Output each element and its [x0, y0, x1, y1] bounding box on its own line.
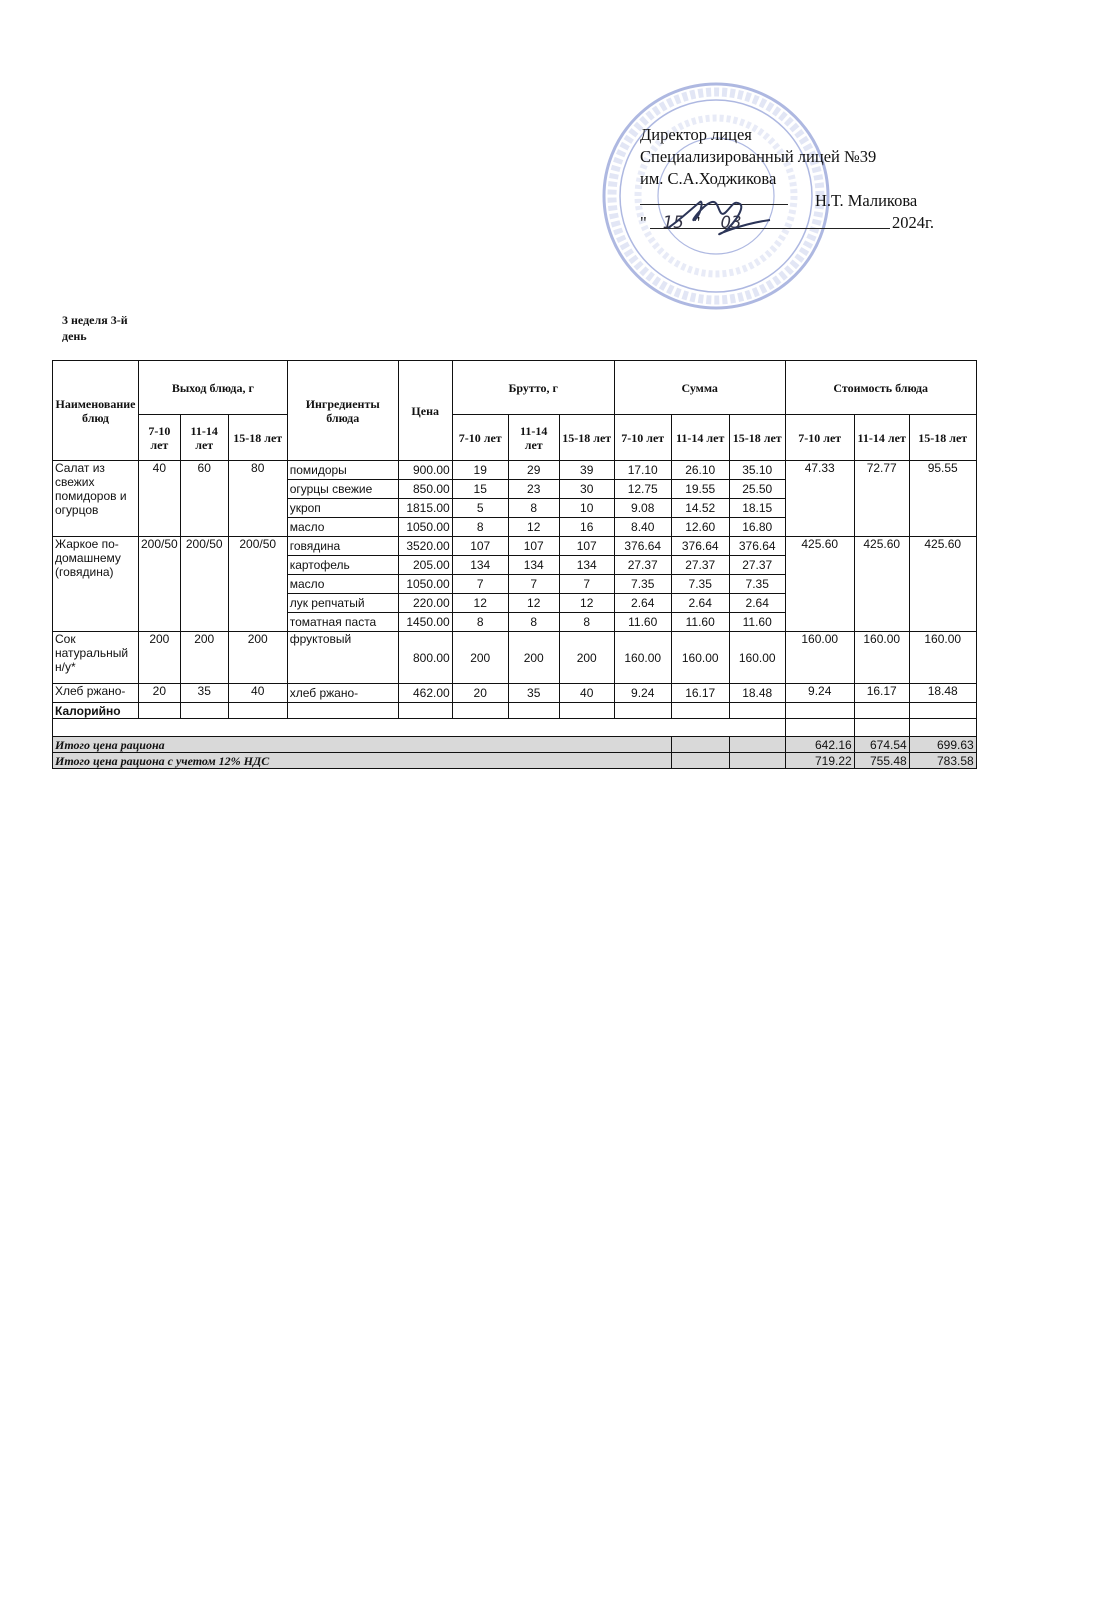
ingredient-sum: 27.37	[614, 556, 671, 575]
ingredient-brutto: 200	[452, 632, 508, 684]
ingredient-name: помидоры	[287, 461, 398, 480]
empty-cell	[287, 703, 398, 719]
date-day: 15	[662, 213, 684, 232]
ingredient-brutto: 134	[452, 556, 508, 575]
ingredient-brutto: 12	[508, 518, 559, 537]
empty-cell	[53, 719, 786, 737]
ingredient-sum: 16.17	[671, 684, 729, 703]
header-sum-age-1: 11-14 лет	[671, 415, 729, 461]
handwritten-signature	[660, 190, 780, 240]
ingredient-price: 205.00	[398, 556, 452, 575]
ingredient-sum: 7.35	[671, 575, 729, 594]
dish-output: 200/50	[228, 537, 287, 632]
empty-cell	[854, 719, 909, 737]
dish-output: 80	[228, 461, 287, 537]
total-value: 719.22	[785, 753, 854, 769]
dish-name: Жаркое по-домашнему (говядина)	[53, 537, 139, 632]
ingredient-brutto: 8	[508, 613, 559, 632]
header-cost-age-0: 7-10 лет	[785, 415, 854, 461]
ingredient-name: картофель	[287, 556, 398, 575]
ingredient-brutto: 8	[508, 499, 559, 518]
header-output-age-0: 7-10 лет	[139, 415, 181, 461]
ingredient-sum: 376.64	[614, 537, 671, 556]
table-row	[53, 632, 977, 684]
ingredient-brutto: 12	[559, 594, 614, 613]
table-row	[53, 461, 977, 480]
ingredient-sum: 12.75	[614, 480, 671, 499]
date-month: 03	[720, 213, 742, 232]
dish-output: 60	[180, 461, 228, 537]
ingredient-sum: 19.55	[671, 480, 729, 499]
dish-cost: 160.00	[854, 632, 909, 684]
header-cost-age-1: 11-14 лет	[854, 415, 909, 461]
ingredient-brutto: 10	[559, 499, 614, 518]
approval-title: Директор лицея	[640, 125, 752, 144]
header-output: Выход блюда, г	[139, 361, 288, 415]
empty-cell	[452, 703, 508, 719]
ingredient-brutto: 12	[508, 594, 559, 613]
empty-cell	[729, 703, 785, 719]
empty-cell	[508, 703, 559, 719]
header-ingredients: Ингредиенты блюда	[287, 361, 398, 461]
ingredient-sum: 376.64	[729, 537, 785, 556]
ingredient-name: масло	[287, 518, 398, 537]
empty-cell	[729, 737, 785, 753]
empty-cell	[614, 703, 671, 719]
total-row	[53, 737, 977, 753]
empty-cell	[180, 703, 228, 719]
ingredient-brutto: 16	[559, 518, 614, 537]
empty-cell	[559, 703, 614, 719]
ingredient-sum: 7.35	[614, 575, 671, 594]
dish-name: Сок натуральный н/у*	[53, 632, 139, 684]
header-brutto-age-0: 7-10 лет	[452, 415, 508, 461]
ingredient-brutto: 107	[452, 537, 508, 556]
ingredient-brutto: 5	[452, 499, 508, 518]
empty-cell	[729, 753, 785, 769]
header-output-age-1: 11-14 лет	[180, 415, 228, 461]
ingredient-name: хлеб ржано-	[287, 684, 398, 703]
ingredient-price: 1815.00	[398, 499, 452, 518]
empty-cell	[671, 703, 729, 719]
approval-date: " 15 " 03	[640, 213, 742, 232]
ingredient-sum: 12.60	[671, 518, 729, 537]
ingredient-brutto: 8	[452, 518, 508, 537]
dish-output: 40	[228, 684, 287, 703]
ingredient-price: 900.00	[398, 461, 452, 480]
ingredient-sum: 7.35	[729, 575, 785, 594]
ingredient-price: 850.00	[398, 480, 452, 499]
ingredient-brutto: 23	[508, 480, 559, 499]
dish-name: Салат из свежих помидоров и огурцов	[53, 461, 139, 537]
ingredient-brutto: 20	[452, 684, 508, 703]
ingredient-brutto: 35	[508, 684, 559, 703]
ingredient-sum: 18.15	[729, 499, 785, 518]
ingredient-sum: 17.10	[614, 461, 671, 480]
ingredient-sum: 11.60	[614, 613, 671, 632]
ingredient-name: огурцы свежие	[287, 480, 398, 499]
ingredient-brutto: 15	[452, 480, 508, 499]
ingredient-sum: 35.10	[729, 461, 785, 480]
ingredient-brutto: 107	[559, 537, 614, 556]
dish-cost: 425.60	[909, 537, 976, 632]
director-name: Н.Т. Маликова	[815, 191, 918, 210]
ingredient-brutto: 12	[452, 594, 508, 613]
dish-cost: 47.33	[785, 461, 854, 537]
dish-output: 40	[139, 461, 181, 537]
total-value: 642.16	[785, 737, 854, 753]
total-value: 783.58	[909, 753, 976, 769]
dish-output: 200	[228, 632, 287, 684]
empty-cell	[671, 753, 729, 769]
dish-cost: 9.24	[785, 684, 854, 703]
empty-cell	[398, 703, 452, 719]
ingredient-sum: 160.00	[729, 632, 785, 684]
ingredient-brutto: 40	[559, 684, 614, 703]
dish-cost: 95.55	[909, 461, 976, 537]
header-sum-age-0: 7-10 лет	[614, 415, 671, 461]
ingredient-sum: 376.64	[671, 537, 729, 556]
ingredient-brutto: 19	[452, 461, 508, 480]
empty-cell	[228, 703, 287, 719]
ingredient-name: масло	[287, 575, 398, 594]
ingredient-sum: 2.64	[671, 594, 729, 613]
ingredient-sum: 25.50	[729, 480, 785, 499]
ingredient-sum: 160.00	[614, 632, 671, 684]
ingredient-sum: 18.48	[729, 684, 785, 703]
header-cost: Стоимость блюда	[785, 361, 976, 415]
dish-cost: 18.48	[909, 684, 976, 703]
menu-table	[52, 360, 977, 769]
empty-cell	[854, 703, 909, 719]
ingredient-brutto: 29	[508, 461, 559, 480]
approval-year: 2024г.	[892, 213, 935, 232]
ingredient-sum: 26.10	[671, 461, 729, 480]
ingredient-sum: 27.37	[671, 556, 729, 575]
ingredient-brutto: 200	[508, 632, 559, 684]
dish-cost: 425.60	[854, 537, 909, 632]
header-brutto-age-2: 15-18 лет	[559, 415, 614, 461]
dish-output: 200	[180, 632, 228, 684]
total-label: Итого цена рациона с учетом 12% НДС	[53, 753, 672, 769]
ingredient-price: 1050.00	[398, 518, 452, 537]
empty-cell	[139, 703, 181, 719]
dish-cost: 160.00	[909, 632, 976, 684]
ingredient-price: 1050.00	[398, 575, 452, 594]
ingredient-brutto: 134	[508, 556, 559, 575]
dish-output: 200/50	[180, 537, 228, 632]
dish-output: 35	[180, 684, 228, 703]
ingredient-sum: 16.80	[729, 518, 785, 537]
ingredient-price: 1450.00	[398, 613, 452, 632]
total-value: 755.48	[854, 753, 909, 769]
table-row	[53, 684, 977, 703]
ingredient-brutto: 7	[452, 575, 508, 594]
ingredient-sum: 2.64	[614, 594, 671, 613]
header-sum-age-2: 15-18 лет	[729, 415, 785, 461]
ingredient-name: укроп	[287, 499, 398, 518]
dish-cost: 160.00	[785, 632, 854, 684]
ingredient-brutto: 107	[508, 537, 559, 556]
calorie-label: Калорийно	[53, 703, 139, 719]
total-value: 699.63	[909, 737, 976, 753]
ingredient-brutto: 30	[559, 480, 614, 499]
ingredient-sum: 27.37	[729, 556, 785, 575]
header-brutto: Брутто, г	[452, 361, 614, 415]
dish-cost: 72.77	[854, 461, 909, 537]
dish-cost: 16.17	[854, 684, 909, 703]
ingredient-sum: 2.64	[729, 594, 785, 613]
empty-cell	[785, 719, 854, 737]
ingredient-price: 3520.00	[398, 537, 452, 556]
week-day-label: 3 неделя 3-й день	[62, 313, 128, 343]
empty-cell	[785, 703, 854, 719]
ingredient-sum: 11.60	[729, 613, 785, 632]
dish-cost: 425.60	[785, 537, 854, 632]
total-value: 674.54	[854, 737, 909, 753]
ingredient-price: 800.00	[398, 632, 452, 684]
header-cost-age-2: 15-18 лет	[909, 415, 976, 461]
table-row	[53, 537, 977, 556]
header-brutto-age-1: 11-14 лет	[508, 415, 559, 461]
ingredient-price: 220.00	[398, 594, 452, 613]
total-label: Итого цена рациона	[53, 737, 672, 753]
ingredient-sum: 9.08	[614, 499, 671, 518]
header-output-age-2: 15-18 лет	[228, 415, 287, 461]
empty-cell	[909, 719, 976, 737]
empty-cell	[909, 703, 976, 719]
spacer-row	[53, 719, 977, 737]
approval-school: Специализированный лицей №39	[640, 147, 877, 166]
ingredient-brutto: 8	[452, 613, 508, 632]
dish-output: 20	[139, 684, 181, 703]
ingredient-sum: 9.24	[614, 684, 671, 703]
dish-name: Хлеб ржано-	[53, 684, 139, 703]
ingredient-brutto: 39	[559, 461, 614, 480]
header-price: Цена	[398, 361, 452, 461]
ingredient-name: томатная паста	[287, 613, 398, 632]
ingredient-sum: 8.40	[614, 518, 671, 537]
ingredient-name: лук репчатый	[287, 594, 398, 613]
header-sum: Сумма	[614, 361, 785, 415]
ingredient-brutto: 7	[508, 575, 559, 594]
header-name: Наименование блюд	[53, 361, 139, 461]
ingredient-brutto: 8	[559, 613, 614, 632]
calorie-row	[53, 703, 977, 719]
ingredient-name: фруктовый	[287, 632, 398, 684]
ingredient-brutto: 134	[559, 556, 614, 575]
dish-output: 200/50	[139, 537, 181, 632]
ingredient-price: 462.00	[398, 684, 452, 703]
ingredient-sum: 14.52	[671, 499, 729, 518]
ingredient-brutto: 200	[559, 632, 614, 684]
ingredient-sum: 11.60	[671, 613, 729, 632]
total-row	[53, 753, 977, 769]
ingredient-sum: 160.00	[671, 632, 729, 684]
empty-cell	[671, 737, 729, 753]
approval-named-after: им. С.А.Ходжикова	[640, 169, 777, 188]
ingredient-name: говядина	[287, 537, 398, 556]
dish-output: 200	[139, 632, 181, 684]
ingredient-brutto: 7	[559, 575, 614, 594]
